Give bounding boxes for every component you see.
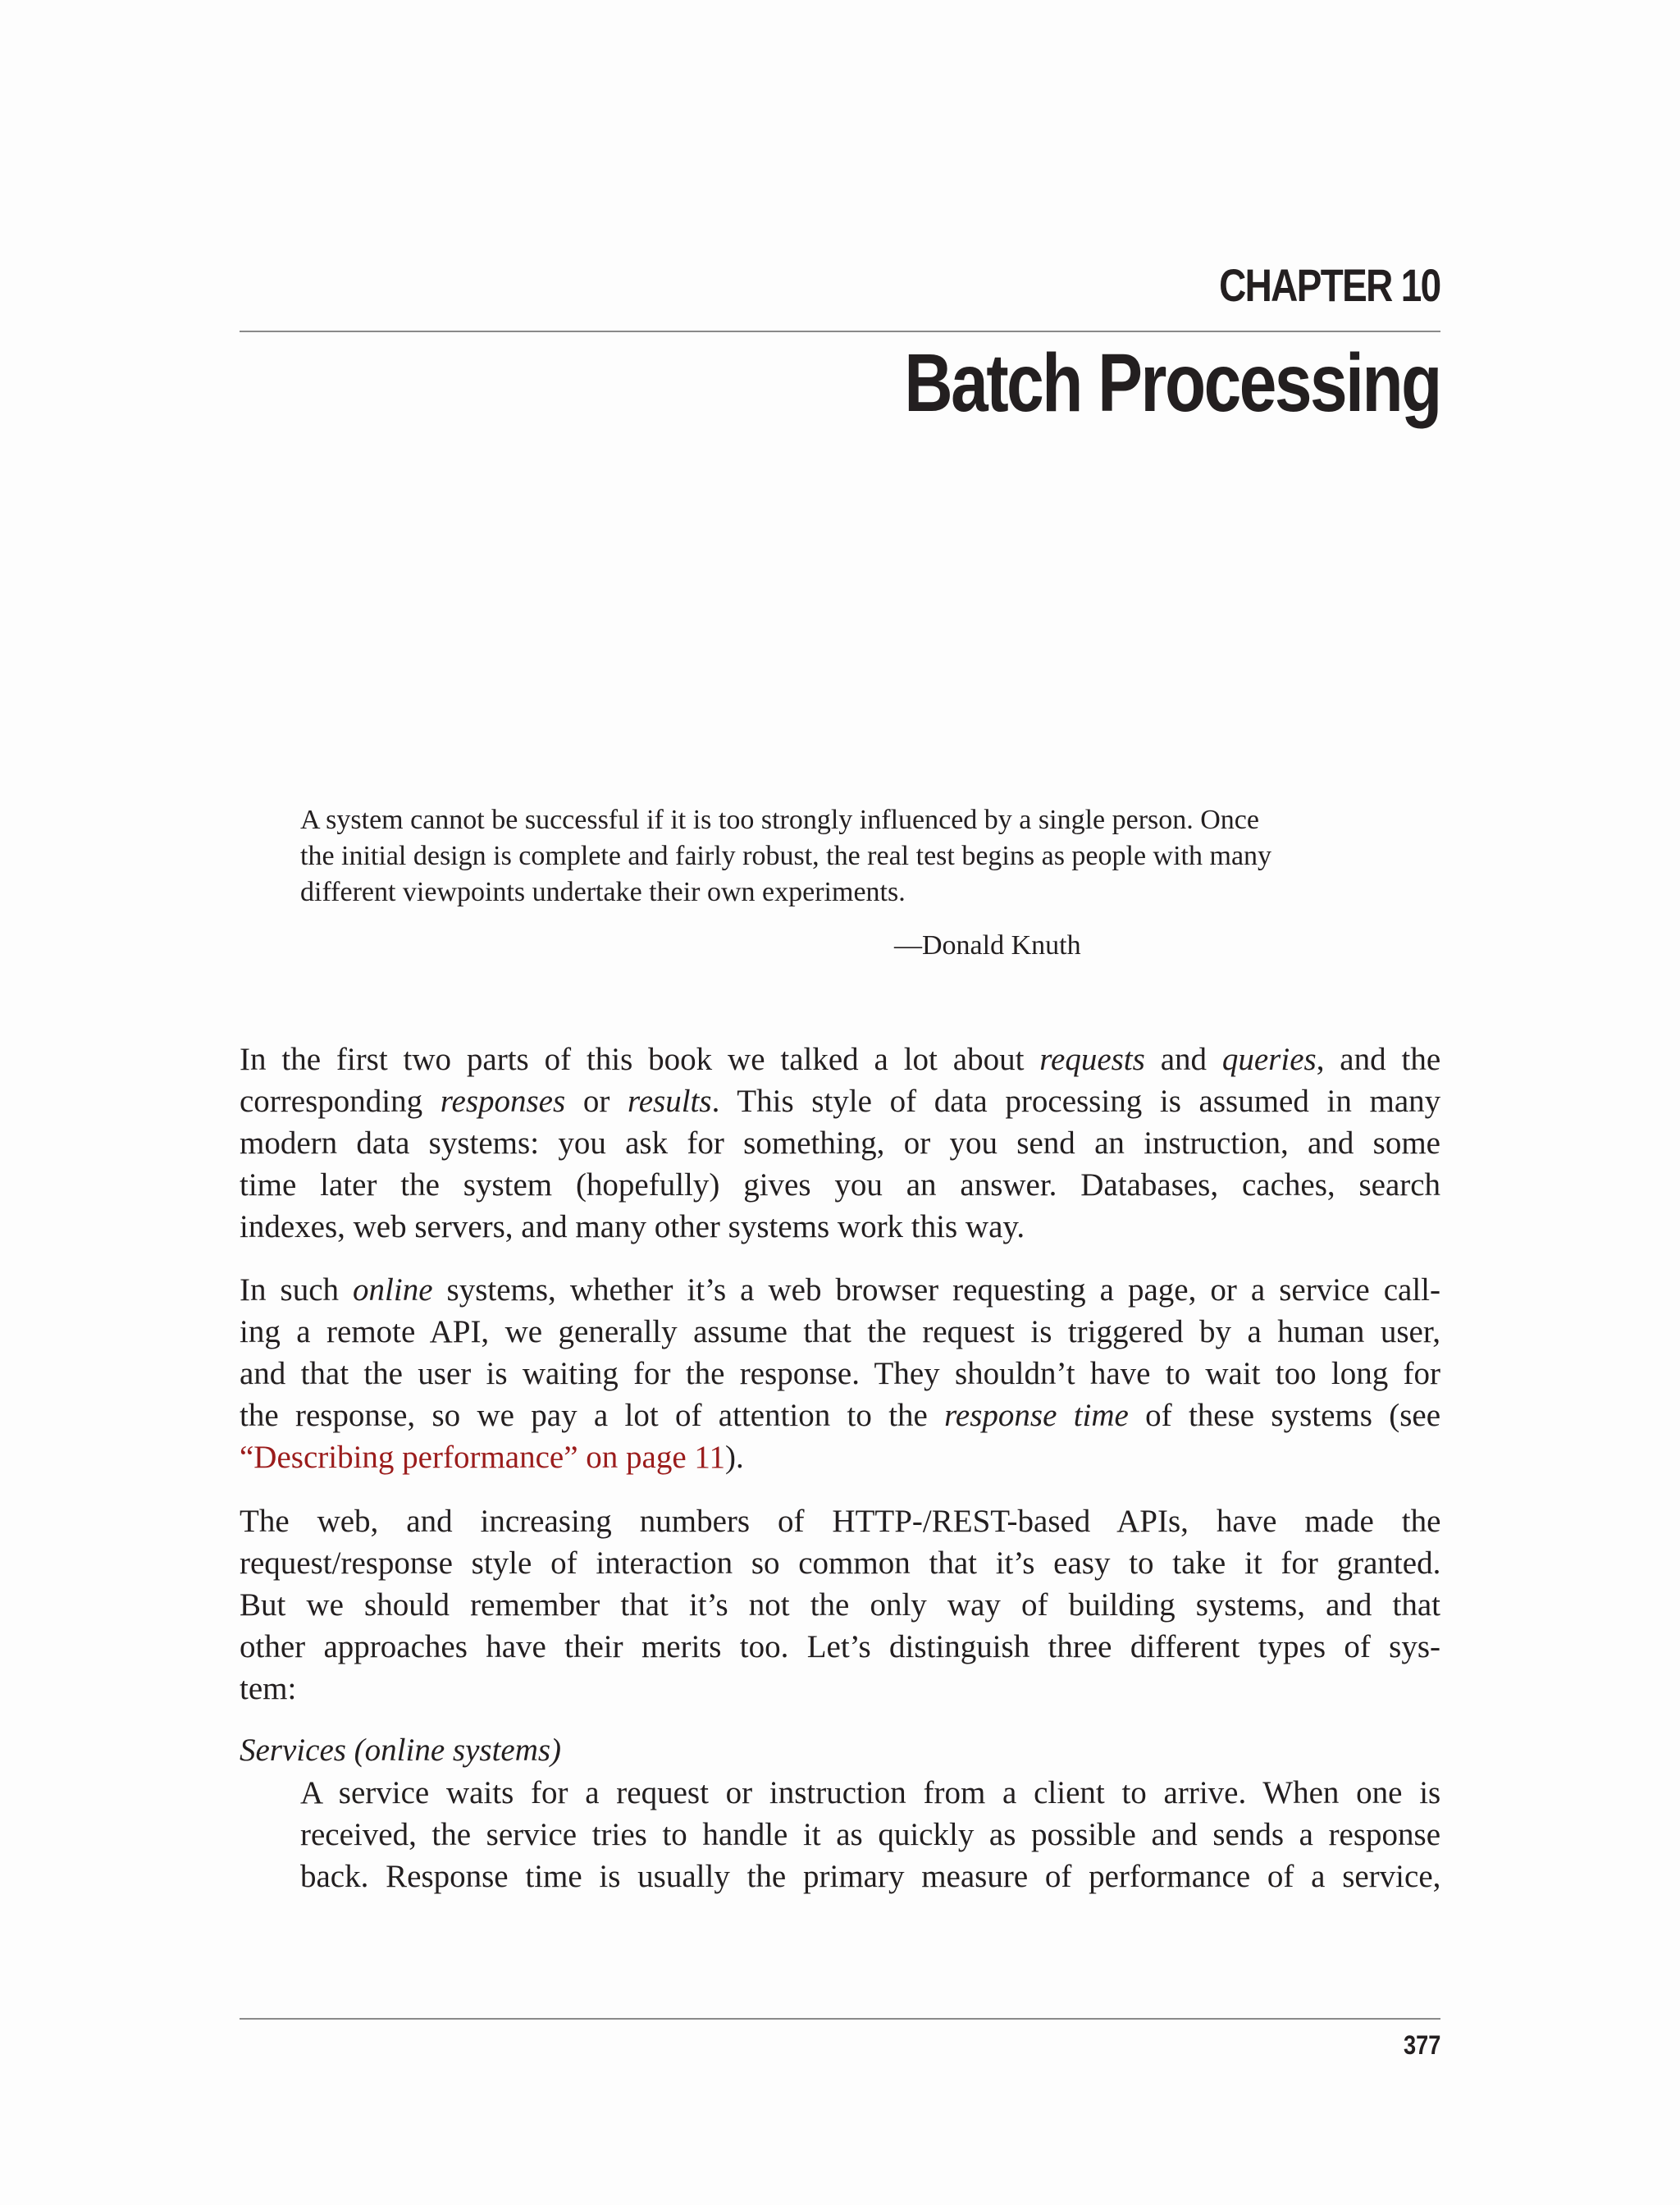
emphasis-queries: queries	[1221, 1042, 1317, 1077]
text-line: request/response style of interaction so common that it’s easy to take it for granted.	[240, 1545, 1441, 1581]
term-definition	[300, 1772, 1440, 1897]
footer-rule	[240, 2018, 1440, 2020]
epigraph	[300, 802, 1391, 911]
text-line: But we should remember that it’s not the only way of building systems, and that	[240, 1587, 1440, 1623]
emphasis-response-time: response time	[944, 1398, 1129, 1433]
text-line: time later the system (hopefully) gives you an answer. Databases, caches, search	[240, 1167, 1441, 1203]
paragraph-2	[240, 1269, 1440, 1478]
text-line: other approaches have their merits too. Let’s distinguish three different types of sys-	[240, 1629, 1441, 1664]
text-line: A service waits for a request or instruction from a client to arrive. When one is	[300, 1775, 1441, 1810]
page-number: 377	[1403, 2030, 1440, 2060]
text-line: corresponding responses or results. This style of data processing is assumed in many	[240, 1084, 1441, 1119]
chapter-title: Batch Processing	[904, 337, 1440, 429]
text-line: tem:	[240, 1671, 297, 1706]
epigraph-line: the initial design is complete and fairly robust, the real test begins as people with many	[300, 841, 1272, 871]
emphasis-online: online	[353, 1272, 433, 1308]
text-line: indexes, web servers, and many other systems work this way.	[240, 1209, 1025, 1244]
text-line: the response, so we pay a lot of attention to the response time of these systems (see	[240, 1398, 1441, 1433]
text-line: received, the service tries to handle it as quickly as possible and sends a response	[300, 1817, 1441, 1852]
text-line: ing a remote API, we generally assume that the request is triggered by a human user,	[240, 1314, 1440, 1349]
paragraph-1	[240, 1039, 1440, 1248]
text-line: The web, and increasing numbers of HTTP-/REST-based APIs, have made the	[240, 1504, 1441, 1539]
emphasis-responses: responses	[440, 1084, 566, 1119]
paragraph-3	[240, 1500, 1440, 1710]
text-line: modern data systems: you ask for something, or you send an instruction, and some	[240, 1125, 1440, 1161]
epigraph-line: different viewpoints undertake their own experiments.	[300, 877, 906, 907]
cross-reference-link[interactable]: “Describing performance” on page 11	[240, 1440, 725, 1475]
emphasis-results: results	[628, 1084, 712, 1119]
text-line: In such online systems, whether it’s a web browser requesting a page, or a service call-	[240, 1272, 1440, 1308]
text-line: “Describing performance” on page 11).	[240, 1440, 744, 1475]
chapter-rule	[240, 331, 1440, 332]
term-heading: Services (online systems)	[240, 1732, 562, 1768]
emphasis-requests: requests	[1039, 1042, 1145, 1077]
text-line: back. Response time is usually the primary measure of performance of a service,	[300, 1859, 1441, 1894]
chapter-label: CHAPTER 10	[1219, 259, 1440, 311]
text-line: In the first two parts of this book we talked a lot about requests and queries, and the	[240, 1042, 1441, 1077]
epigraph-attribution: —Donald Knuth	[894, 930, 1081, 961]
text-line: and that the user is waiting for the response. They shouldn’t have to wait too long for	[240, 1356, 1440, 1391]
epigraph-line: A system cannot be successful if it is too strongly influenced by a single person. Once	[300, 805, 1259, 835]
